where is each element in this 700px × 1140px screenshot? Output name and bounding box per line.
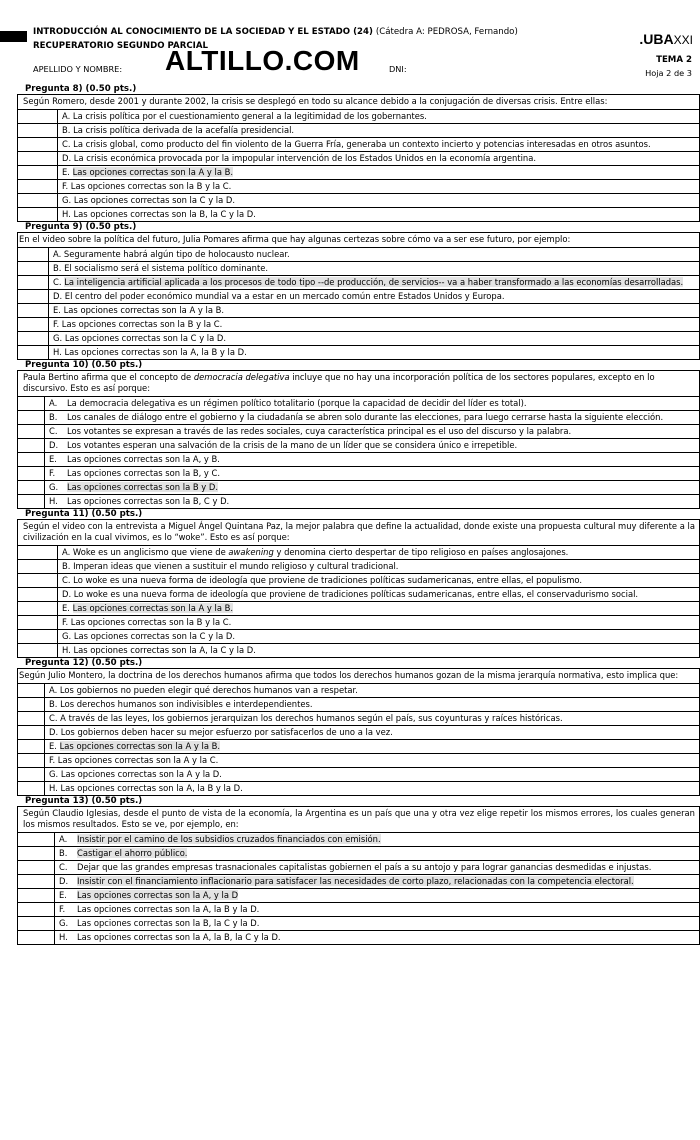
highlighted-answer: Las opciones correctas son la A y la B.: [72, 603, 234, 613]
question-12: [17, 658, 700, 796]
question-8: [17, 84, 700, 222]
highlighted-answer: Las opciones correctas son la B y D.: [67, 482, 219, 492]
option-e[interactable]: E. Las opciones correctas son la A, y la D: [18, 888, 699, 902]
option-f[interactable]: F. Las opciones correctas son la B y la C.: [18, 317, 699, 331]
option-g[interactable]: G. Las opciones correctas son la B, la C y la D.: [18, 916, 699, 930]
option-h[interactable]: H. Las opciones correctas son la B, C y D.: [18, 494, 699, 508]
highlighted-answer: Las opciones correctas son la A, y la D: [77, 890, 239, 900]
highlighted-answer: Las opciones correctas son la A y la B.: [72, 167, 234, 177]
highlighted-answer: Insistir por el camino de los subsidios cruzados financiados con emisión.: [77, 834, 381, 844]
option-b[interactable]: B. La crisis política derivada de la acefalía presidencial.: [18, 123, 699, 137]
option-f[interactable]: F. Las opciones correctas son la A y la C.: [18, 753, 699, 767]
black-margin-tab: [0, 31, 27, 42]
course-title: INTRODUCCIÓN AL CONOCIMIENTO DE LA SOCIEDAD Y EL ESTADO (24) (Cátedra A: PEDROSA, Fernando): [33, 27, 518, 37]
option-h[interactable]: H. Las opciones correctas son la B, la C y la D.: [18, 207, 699, 221]
question-10: [17, 360, 700, 509]
option-b[interactable]: B. El socialismo será el sistema político dominante.: [18, 261, 699, 275]
highlighted-answer: Las opciones correctas son la A y la B.: [59, 741, 221, 751]
question-title: Pregunta 13) (0.50 pts.): [25, 796, 143, 806]
question-13: [17, 796, 700, 945]
highlighted-answer: Castigar el ahorro público.: [77, 848, 188, 858]
question-text: Según el video con la entrevista a Miguel Ángel Quintana Paz, la mejor palabra que define la actualidad, donde existe una propuesta cultural muy diferente a la civilización en la cual vivimos, es lo “woke”. Esto es así porque:: [17, 519, 700, 545]
options-table: [17, 832, 700, 945]
tema-label: TEMA 2: [656, 55, 692, 65]
question-title: Pregunta 10) (0.50 pts.): [25, 360, 143, 370]
page-number: Hoja 2 de 3: [645, 68, 692, 78]
option-h[interactable]: H. Las opciones correctas son la A, la B y la D.: [18, 781, 699, 795]
uba-xxi-logo: .UBAXXI: [639, 31, 693, 47]
option-f[interactable]: F. Las opciones correctas son la B, y C.: [18, 466, 699, 480]
option-c[interactable]: C. Lo woke es una nueva forma de ideología que proviene de tradiciones políticas sudamericanas, entre ellas, el populismo.: [18, 573, 699, 587]
option-g[interactable]: G. Las opciones correctas son la A y la D.: [18, 767, 699, 781]
option-d[interactable]: D. Los gobiernos deben hacer su mejor esfuerzo por satisfacerlos de uno a la vez.: [18, 725, 699, 739]
option-e[interactable]: E. Las opciones correctas son la A y la B.: [18, 739, 699, 753]
option-g[interactable]: G. Las opciones correctas son la C y la D.: [18, 193, 699, 207]
questions-list: [17, 84, 700, 945]
option-h[interactable]: H. Las opciones correctas son la A, la B y la D.: [18, 345, 699, 359]
option-g[interactable]: G. Las opciones correctas son la C y la D.: [18, 331, 699, 345]
option-a[interactable]: A. La democracia delegativa es un régimen político totalitario (porque la capacidad de decidir del líder es total).: [18, 396, 699, 410]
option-f[interactable]: F. Las opciones correctas son la A, la B y la D.: [18, 902, 699, 916]
option-d[interactable]: D. El centro del poder económico mundial va a estar en un mercado común entre Estados Unidos y Europa.: [18, 289, 699, 303]
question-title: Pregunta 11) (0.50 pts.): [25, 509, 143, 519]
question-text: Paula Bertino afirma que el concepto de democracia delegativa incluye que no hay una incorporación política de los sectores populares, excepto en lo discursivo. Esto es así porque:: [17, 370, 700, 396]
option-a[interactable]: A. Insistir por el camino de los subsidios cruzados financiados con emisión.: [18, 832, 699, 846]
option-f[interactable]: F. Las opciones correctas son la B y la C.: [18, 615, 699, 629]
option-g[interactable]: G. Las opciones correctas son la C y la D.: [18, 629, 699, 643]
question-text: Según Claudio Iglesias, desde el punto de vista de la economía, la Argentina es un país que una y otra vez elige repetir los mismos errores, los cuales generan los mismos resultados. Esto se ve, por ejemplo, en:: [17, 806, 700, 832]
highlighted-answer: La inteligencia artificial aplicada a los procesos de todo tipo --de producción, de servicios-- va a haber transformado a las economías desarrolladas.: [64, 277, 684, 287]
option-c[interactable]: C. Los votantes se expresan a través de las redes sociales, cuya característica principal es el uso del discurso y la palabra.: [18, 424, 699, 438]
option-b[interactable]: B. Los derechos humanos son indivisibles e interdependientes.: [18, 697, 699, 711]
option-g[interactable]: G. Las opciones correctas son la B y D.: [18, 480, 699, 494]
option-d[interactable]: D. Los votantes esperan una salvación de la crisis de la mano de un líder que se considera único e irrepetible.: [18, 438, 699, 452]
option-d[interactable]: D. Insistir con el financiamiento inflacionario para satisfacer las necesidades de corto plazo, relacionadas con la competencia electoral.: [18, 874, 699, 888]
option-c[interactable]: C. La inteligencia artificial aplicada a los procesos de todo tipo --de producción, de servicios-- va a haber transformado a las economías desarrolladas.: [18, 275, 699, 289]
altillo-watermark: ALTILLO.COM: [165, 45, 360, 76]
options-table: [17, 683, 700, 796]
option-b[interactable]: B. Imperan ideas que vienen a sustituir el mundo religioso y cultural tradicional.: [18, 559, 699, 573]
dni-label: DNI:: [389, 64, 407, 74]
option-a[interactable]: A. Woke es un anglicismo que viene de awakening y denomina cierto despertar de tipo religioso en países anglosajones.: [18, 545, 699, 559]
option-h[interactable]: H. Las opciones correctas son la A, la C y la D.: [18, 643, 699, 657]
options-table: [17, 247, 700, 360]
question-11: [17, 509, 700, 658]
option-h[interactable]: H. Las opciones correctas son la A, la B, la C y la D.: [18, 930, 699, 944]
option-e[interactable]: E. Las opciones correctas son la A y la B.: [18, 601, 699, 615]
option-c[interactable]: C. La crisis global, como producto del fin violento de la Guerra Fría, generaba un contexto incierto y potencias interesadas en otros asuntos.: [18, 137, 699, 151]
option-e[interactable]: E. Las opciones correctas son la A y la B.: [18, 303, 699, 317]
option-a[interactable]: A. La crisis política por el cuestionamiento general a la legitimidad de los gobernantes.: [18, 109, 699, 123]
question-9: [17, 222, 700, 360]
option-e[interactable]: E. Las opciones correctas son la A, y B.: [18, 452, 699, 466]
options-table: [17, 545, 700, 658]
option-c[interactable]: C. Dejar que las grandes empresas trasnacionales capitalistas gobiernen el país a su antojo y para lograr ganancias desmedidas e injustas.: [18, 860, 699, 874]
option-e[interactable]: E. Las opciones correctas son la A y la B.: [18, 165, 699, 179]
options-table: [17, 109, 700, 222]
option-f[interactable]: F. Las opciones correctas son la B y la C.: [18, 179, 699, 193]
highlighted-answer: Insistir con el financiamiento inflacionario para satisfacer las necesidades de corto plazo, relacionadas con la competencia electoral.: [77, 876, 634, 886]
options-table: [17, 396, 700, 509]
option-a[interactable]: A. Los gobiernos no pueden elegir qué derechos humanos van a respetar.: [18, 683, 699, 697]
question-title: Pregunta 12) (0.50 pts.): [25, 658, 143, 668]
question-text: Según Romero, desde 2001 y durante 2002, la crisis se desplegó en todo su alcance debido a la conjugación de diversas crisis. Entre ellas:: [17, 94, 700, 109]
option-a[interactable]: A. Seguramente habrá algún tipo de holocausto nuclear.: [18, 247, 699, 261]
question-text: En el video sobre la política del futuro, Julia Pomares afirma que hay algunas certezas sobre cómo va a ser ese futuro, por ejemplo:: [17, 232, 700, 247]
name-label: APELLIDO Y NOMBRE:: [33, 64, 123, 74]
option-c[interactable]: C. A través de las leyes, los gobiernos jerarquizan los derechos humanos según el país, sus coyunturas y raíces históricas.: [18, 711, 699, 725]
option-d[interactable]: D. La crisis económica provocada por la impopular intervención de los Estados Unidos en la economía argentina.: [18, 151, 699, 165]
option-b[interactable]: B. Los canales de diálogo entre el gobierno y la ciudadanía se abren solo durante las elecciones, para luego cerrarse hasta la siguiente elección.: [18, 410, 699, 424]
question-title: Pregunta 9) (0.50 pts.): [25, 222, 137, 232]
option-b[interactable]: B. Castigar el ahorro público.: [18, 846, 699, 860]
question-text: Según Julio Montero, la doctrina de los derechos humanos afirma que todos los derechos humanos gozan de la misma jerarquía normativa, esto implica que:: [17, 668, 700, 683]
option-d[interactable]: D. Lo woke es una nueva forma de ideología que proviene de tradiciones políticas sudamericanas, entre ellas, el conservadurismo social.: [18, 587, 699, 601]
exam-type: RECUPERATORIO SEGUNDO PARCIAL: [33, 41, 208, 51]
question-title: Pregunta 8) (0.50 pts.): [25, 84, 137, 94]
